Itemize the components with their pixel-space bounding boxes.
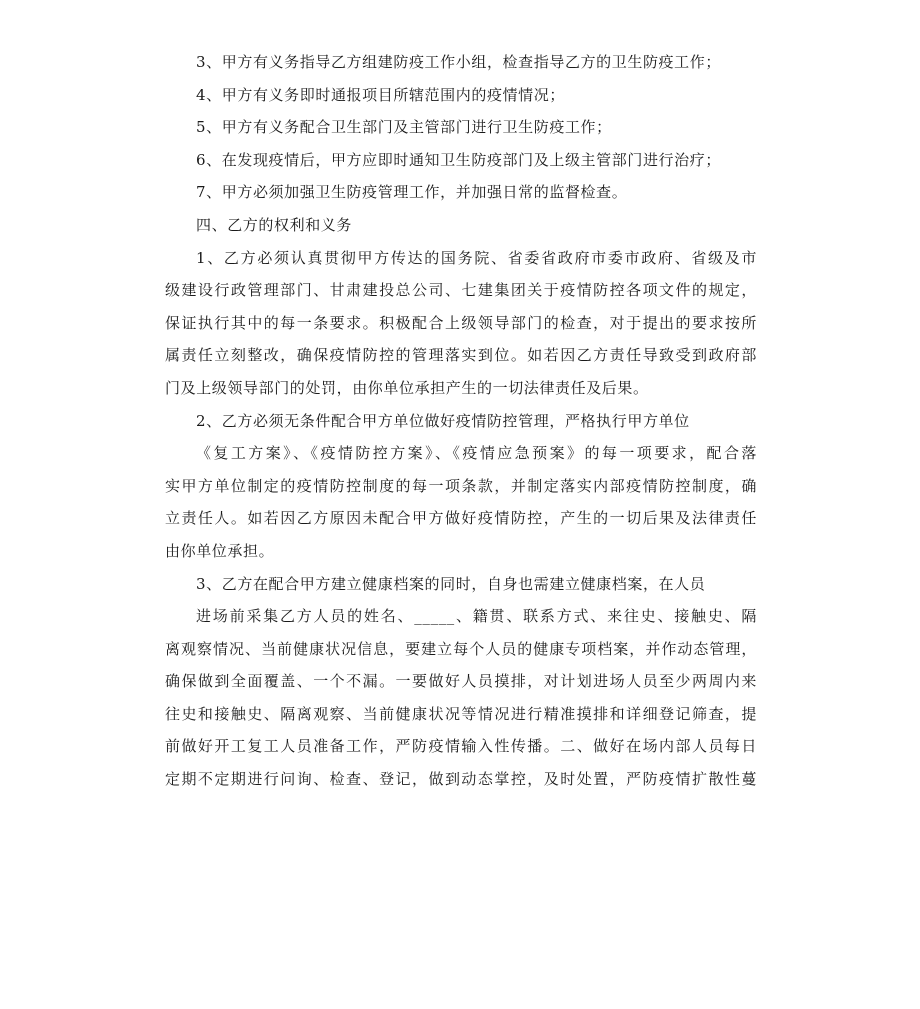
text-line: 门及上级领导部门的处罚，由你单位承担产生的一切法律责任及后果。 bbox=[165, 378, 649, 397]
document-page bbox=[165, 46, 757, 796]
text-line: 级建设行政管理部门、甘肃建投总公司、七建集团关于疫情防控各项文件的规定， bbox=[165, 281, 757, 300]
text-line: 保证执行其中的每一条要求。积极配合上级领导部门的检查，对于提出的要求按所 bbox=[165, 313, 757, 332]
text-line: 进场前采集乙方人员的姓名、_____、籍贯、联系方式、来往史、接触史、隔 bbox=[196, 607, 757, 626]
text-line: 实甲方单位制定的疫情防控制度的每一项条款，并制定落实内部疫情防控制度，确 bbox=[165, 476, 757, 495]
text-line: 往史和接触史、隔离观察、当前健康状况等情况进行精准摸排和详细登记筛查，提 bbox=[165, 704, 757, 723]
text-line: 属责任立刻整改，确保疫情防控的管理落实到位。如若因乙方责任导致受到政府部 bbox=[165, 346, 757, 365]
text-line: 确保做到全面覆盖、一个不漏。一要做好人员摸排，对计划进场人员至少两周内来 bbox=[165, 672, 757, 691]
section-heading: 四、乙方的权利和义务 bbox=[196, 215, 353, 234]
text-line: 由你单位承担。 bbox=[165, 541, 275, 560]
text-line: 定期不定期进行问询、检查、登记，做到动态掌控，及时处置，严防疫情扩散性蔓 bbox=[165, 770, 757, 789]
text-line: 4、甲方有义务即时通报项目所辖范围内的疫情情况； bbox=[196, 85, 565, 104]
text-line: 3、甲方有义务指导乙方组建防疫工作小组，检查指导乙方的卫生防疫工作； bbox=[196, 53, 721, 71]
text-line: 1、乙方必须认真贯彻甲方传达的国务院、省委省政府市委市政府、省级及市 bbox=[196, 248, 757, 267]
text-line: 前做好开工复工人员准备工作，严防疫情输入性传播。二、做好在场内部人员每日 bbox=[165, 737, 757, 756]
text-line: 立责任人。如若因乙方原因未配合甲方做好疫情防控，产生的一切后果及法律责任 bbox=[165, 509, 757, 528]
text-line: 3、乙方在配合甲方建立健康档案的同时，自身也需建立健康档案，在人员 bbox=[196, 574, 706, 593]
text-line: 6、在发现疫情后，甲方应即时通知卫生防疫部门及上级主管部门进行治疗； bbox=[196, 150, 721, 169]
text-line: 《复工方案》、《疫情防控方案》、《疫情应急预案》的每一项要求，配合落 bbox=[196, 444, 757, 463]
text-line: 7、甲方必须加强卫生防疫管理工作，并加强日常的监督检查。 bbox=[196, 183, 628, 202]
text-line: 5、甲方有义务配合卫生部门及主管部门进行卫生防疫工作； bbox=[196, 118, 612, 137]
text-line: 2、乙方必须无条件配合甲方单位做好疫情防控管理，严格执行甲方单位 bbox=[196, 411, 690, 430]
text-line: 离观察情况、当前健康状况信息，要建立每个人员的健康专项档案，并作动态管理， bbox=[165, 639, 757, 658]
